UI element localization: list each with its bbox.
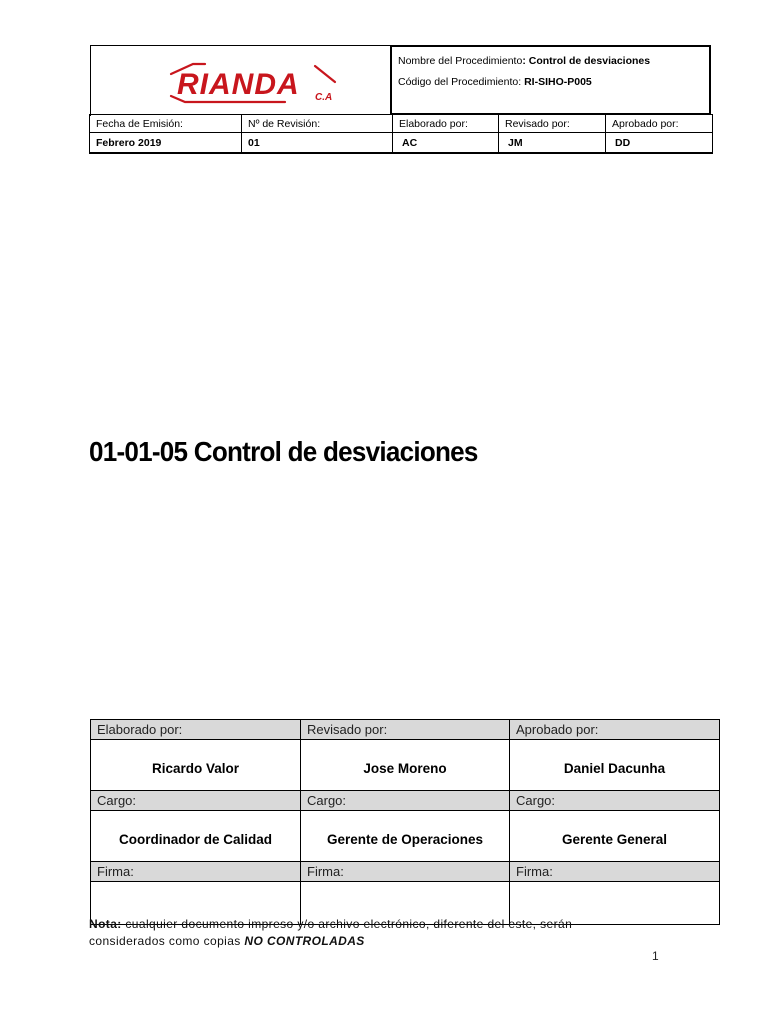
person-name: Daniel Dacunha xyxy=(510,740,720,791)
procedure-name-label: Nombre del Procedimiento xyxy=(398,55,523,67)
footer-note xyxy=(89,916,609,950)
approval-firma-label-row xyxy=(91,862,720,882)
prepared-by-label: Elaborado por: xyxy=(393,115,499,133)
person-name: Ricardo Valor xyxy=(91,740,301,791)
revision-value: 01 xyxy=(242,133,393,154)
firma-label: Firma: xyxy=(301,862,510,882)
approval-name-row xyxy=(91,740,720,791)
approval-role-row xyxy=(91,720,720,740)
role-label: Aprobado por: xyxy=(510,720,720,740)
cargo-value: Gerente General xyxy=(510,811,720,862)
page-number: 1 xyxy=(652,949,659,963)
approval-table xyxy=(90,719,720,925)
control-labels-row xyxy=(90,115,713,133)
firma-label: Firma: xyxy=(510,862,720,882)
document-title: 01-01-05 Control de desviaciones xyxy=(89,436,478,467)
person-name: Jose Moreno xyxy=(301,740,510,791)
rianda-logo xyxy=(165,60,345,106)
procedure-name-sep: : xyxy=(522,55,529,67)
logo-text: RIANDA xyxy=(177,68,300,101)
approved-by-label: Aprobado por: xyxy=(606,115,713,133)
document-control-table xyxy=(89,114,713,154)
procedure-code-line xyxy=(398,73,703,94)
cargo-label: Cargo: xyxy=(301,791,510,811)
cargo-label: Cargo: xyxy=(91,791,301,811)
procedure-code-value: RI-SIHO-P005 xyxy=(524,76,592,88)
logo-subtext: C.A xyxy=(315,92,333,103)
procedure-name-line xyxy=(398,52,703,73)
approval-cargo-row xyxy=(91,811,720,862)
note-text-line2: considerados como copias xyxy=(89,934,245,948)
cargo-value: Coordinador de Calidad xyxy=(91,811,301,862)
reviewed-by-label: Revisado por: xyxy=(499,115,606,133)
cargo-label: Cargo: xyxy=(510,791,720,811)
revision-label: Nº de Revisión: xyxy=(242,115,393,133)
prepared-by-value: AC xyxy=(393,133,499,154)
procedure-name-value: Control de desviaciones xyxy=(528,55,651,67)
reviewed-by-value: JM xyxy=(499,133,606,154)
procedure-code-label: Código del Procedimiento: xyxy=(398,76,525,88)
approval-cargo-label-row xyxy=(91,791,720,811)
role-label: Revisado por: xyxy=(301,720,510,740)
note-text-line1: cualquier documento impreso y/o archivo electrónico, diferente del este, serán xyxy=(121,917,573,931)
procedure-info xyxy=(390,45,711,115)
logo-cell xyxy=(90,45,391,116)
role-label: Elaborado por: xyxy=(91,720,301,740)
approved-by-value: DD xyxy=(606,133,713,154)
note-emphasis: NO CONTROLADAS xyxy=(244,934,365,948)
cargo-value: Gerente de Operaciones xyxy=(301,811,510,862)
control-values-row xyxy=(90,133,713,154)
emission-date-value: Febrero 2019 xyxy=(90,133,242,154)
note-label: Nota: xyxy=(89,917,122,931)
firma-label: Firma: xyxy=(91,862,301,882)
emission-date-label: Fecha de Emisión: xyxy=(90,115,242,133)
